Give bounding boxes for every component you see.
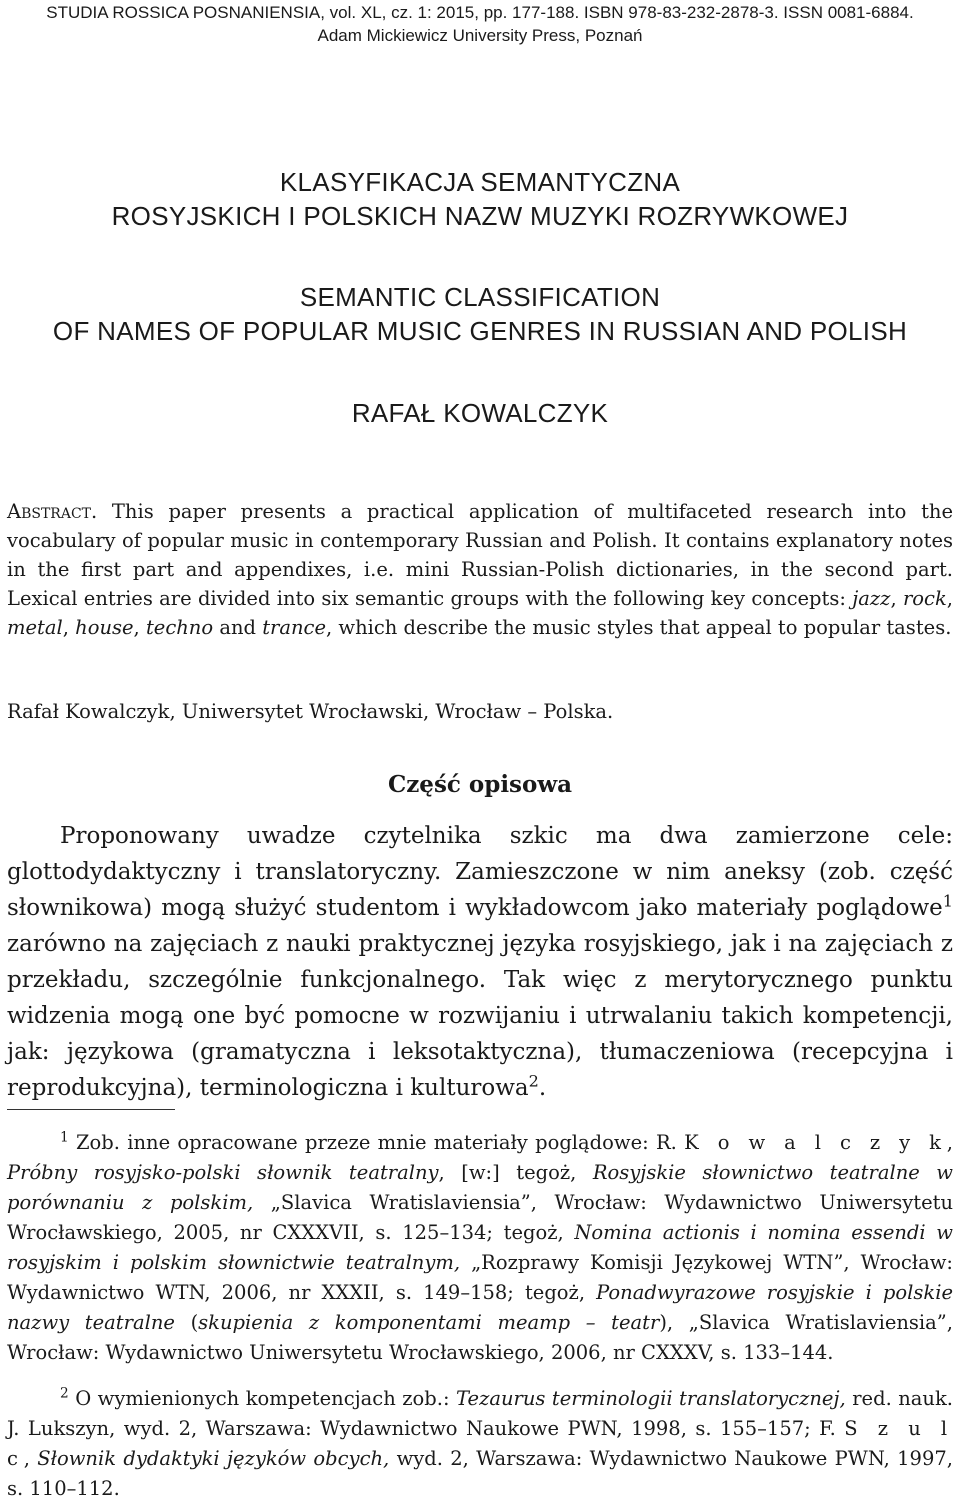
footnote-divider [7, 1109, 175, 1110]
footnote-1-text-3: „Slavica Wratislaviensia”, Wrocław: Wydawnictwo Uniwersytetu Wrocławskiego, 2005, nr CXXXVII, s. 125–134; tegoż, [7, 1191, 954, 1244]
footnote-1 [7, 1128, 953, 1368]
footnote-ref-1[interactable]: 1 [942, 891, 953, 911]
footnote-1-text-5: ), „Slavica Wratislaviensia”, Wrocław: Wydawnictwo Uniwersytetu Wrocławskiego, 2006, nr CXXXV, s. 133–144. [7, 1311, 953, 1364]
footnote-2-number: 2 [60, 1385, 69, 1402]
english-title-line-1: SEMANTIC CLASSIFICATION [299, 281, 661, 312]
footnote-1-text-4: „Rozprawy Komisji Językowej WTN”, Wrocław: Wydawnictwo WTN, 2006, nr XXXII, s. 149–158; tegoż, [7, 1251, 953, 1304]
english-title-line-2: OF NAMES OF POPULAR MUSIC GENRES IN RUSSIAN AND POLISH [52, 315, 908, 346]
english-title [0, 280, 960, 348]
term-rock: rock [902, 587, 947, 610]
author-name: RAFAŁ KOWALCZYK [351, 398, 609, 428]
footnote-1-paren-open: ( [190, 1311, 199, 1334]
polish-title-line-1: KLASYFIKACJA SEMANTYCZNA [279, 167, 681, 198]
body-paragraph [7, 818, 953, 1106]
body-text-1: Proponowany uwadze czytelnika szkic ma dwa zamierzone cele: glottodydaktyczny i translatoryczny. Zamieszczone w nim aneksy (zob. część słownikowa) mogą służyć studentom i wykładowcom jako materiały poglądowe [7, 823, 953, 921]
abstract: Abstract. This paper presents a practical application of multifaceted research into the vocabulary of popular music in contemporary Russian and Polish. It contains explanatory notes in the first part and appendixes, i.e. mini Russian-Polish dictionaries, in the second part. Lexical entries are divided into six semantic groups with the following key concepts: jazz, rock, metal, house, techno and trance, which describe the music styles that appeal to popular tastes. [7, 500, 953, 639]
body-text-3: . [538, 1075, 547, 1101]
body-text-2: zarówno na zajęciach z nauki praktycznej języka rosyjskiego, jak i na zajęciach z przekładu, szczególnie funkcjonalnego. Tak więc z merytorycznego punktu widzenia mogą one być pomocne w rozwijaniu i utrwalaniu takich kompetencji, jak: językowa (gramatyczna i leksotaktyczna), tłumaczeniowa (recepcyjna i reprodukcyjna), terminologiczna i kulturowa [7, 931, 953, 1101]
footnote-1-title-4: Ponadwyrazowe rosyjskie i polskie nazwy teatralne [7, 1281, 953, 1334]
term-trance: trance [262, 616, 326, 639]
footnote-1-title-1: Próbny rosyjsko-polski słownik teatralny [7, 1161, 439, 1184]
term-house: house [75, 616, 134, 639]
footnote-1-title-2: Rosyjskie słownictwo teatralne w porównaniu z polskim, [7, 1161, 953, 1214]
abstract-label: Abstract. [7, 500, 98, 523]
footnote-2-text: O wymienionych kompetencjach zob.: [75, 1387, 450, 1410]
abstract-and: and [219, 616, 256, 639]
term-jazz: jazz [852, 587, 891, 610]
footnote-1-text-2: , [w:] tegoż, [438, 1161, 577, 1184]
author-affiliation: Rafał Kowalczyk, Uniwersytet Wrocławski, Wrocław – Polska. [7, 700, 614, 723]
footnote-2-text-3: wyd. 2, Warszawa: Wydawnictwo Naukowe PWN, 1997, s. 110–112. [7, 1447, 953, 1500]
footnote-1-author: K o w a l c z y k [684, 1131, 947, 1154]
footnote-2 [7, 1384, 953, 1504]
footnote-1-text: Zob. inne opracowane przeze mnie materiały poglądowe: R. [75, 1131, 677, 1154]
footnote-1-number: 1 [60, 1129, 69, 1146]
polish-title-line-2: ROSYJSKICH I POLSKICH NAZW MUZYKI ROZRYWKOWEJ [111, 201, 849, 232]
footnote-2-text-2: red. nauk. J. Lukszyn, wyd. 2, Warszawa: Wydawnictwo Naukowe PWN, 1998, s. 155–157; F. [7, 1387, 954, 1440]
abstract-text-1: This paper presents a practical application of multifaceted research into the vocabulary of popular music in contemporary Russian and Polish. It contains explanatory notes in the first part and appendixes, i.e. mini Russian-Polish dictionaries, in the second part. Lexical entries are divided into six semantic groups with the following key concepts: [7, 500, 953, 610]
term-techno: techno [145, 616, 214, 639]
abstract-text-2: , which describe the music styles that appeal to popular tastes. [326, 616, 952, 639]
footnote-ref-2[interactable]: 2 [528, 1071, 539, 1091]
section-title: Część opisowa [387, 771, 573, 798]
journal-citation-line: STUDIA ROSSICA POSNANIENSIA, vol. XL, cz. 1: 2015, pp. 177-188. ISBN 978-83-232-2878-3. ISSN 0081-6884. [46, 3, 914, 22]
polish-title [0, 165, 960, 233]
footnote-2-comma: , [23, 1447, 30, 1470]
footnote-1-title-5: skupienia z komponentami театр – teatr [198, 1311, 660, 1334]
footnote-1-comma: , [946, 1131, 953, 1154]
footnote-1-title-3: Nomina actionis i nomina essendi w rosyjskim i polskim słownictwie teatralnym, [7, 1221, 953, 1274]
publisher-line: Adam Mickiewicz University Press, Poznań [317, 26, 643, 45]
footnote-2-title-1: Tezaurus terminologii translatorycznej, [456, 1387, 846, 1410]
footnote-2-author: S z u l c [7, 1417, 953, 1470]
footnote-2-title-2: Słownik dydaktyki języków obcych, [37, 1447, 390, 1470]
term-metal: metal [7, 616, 63, 639]
